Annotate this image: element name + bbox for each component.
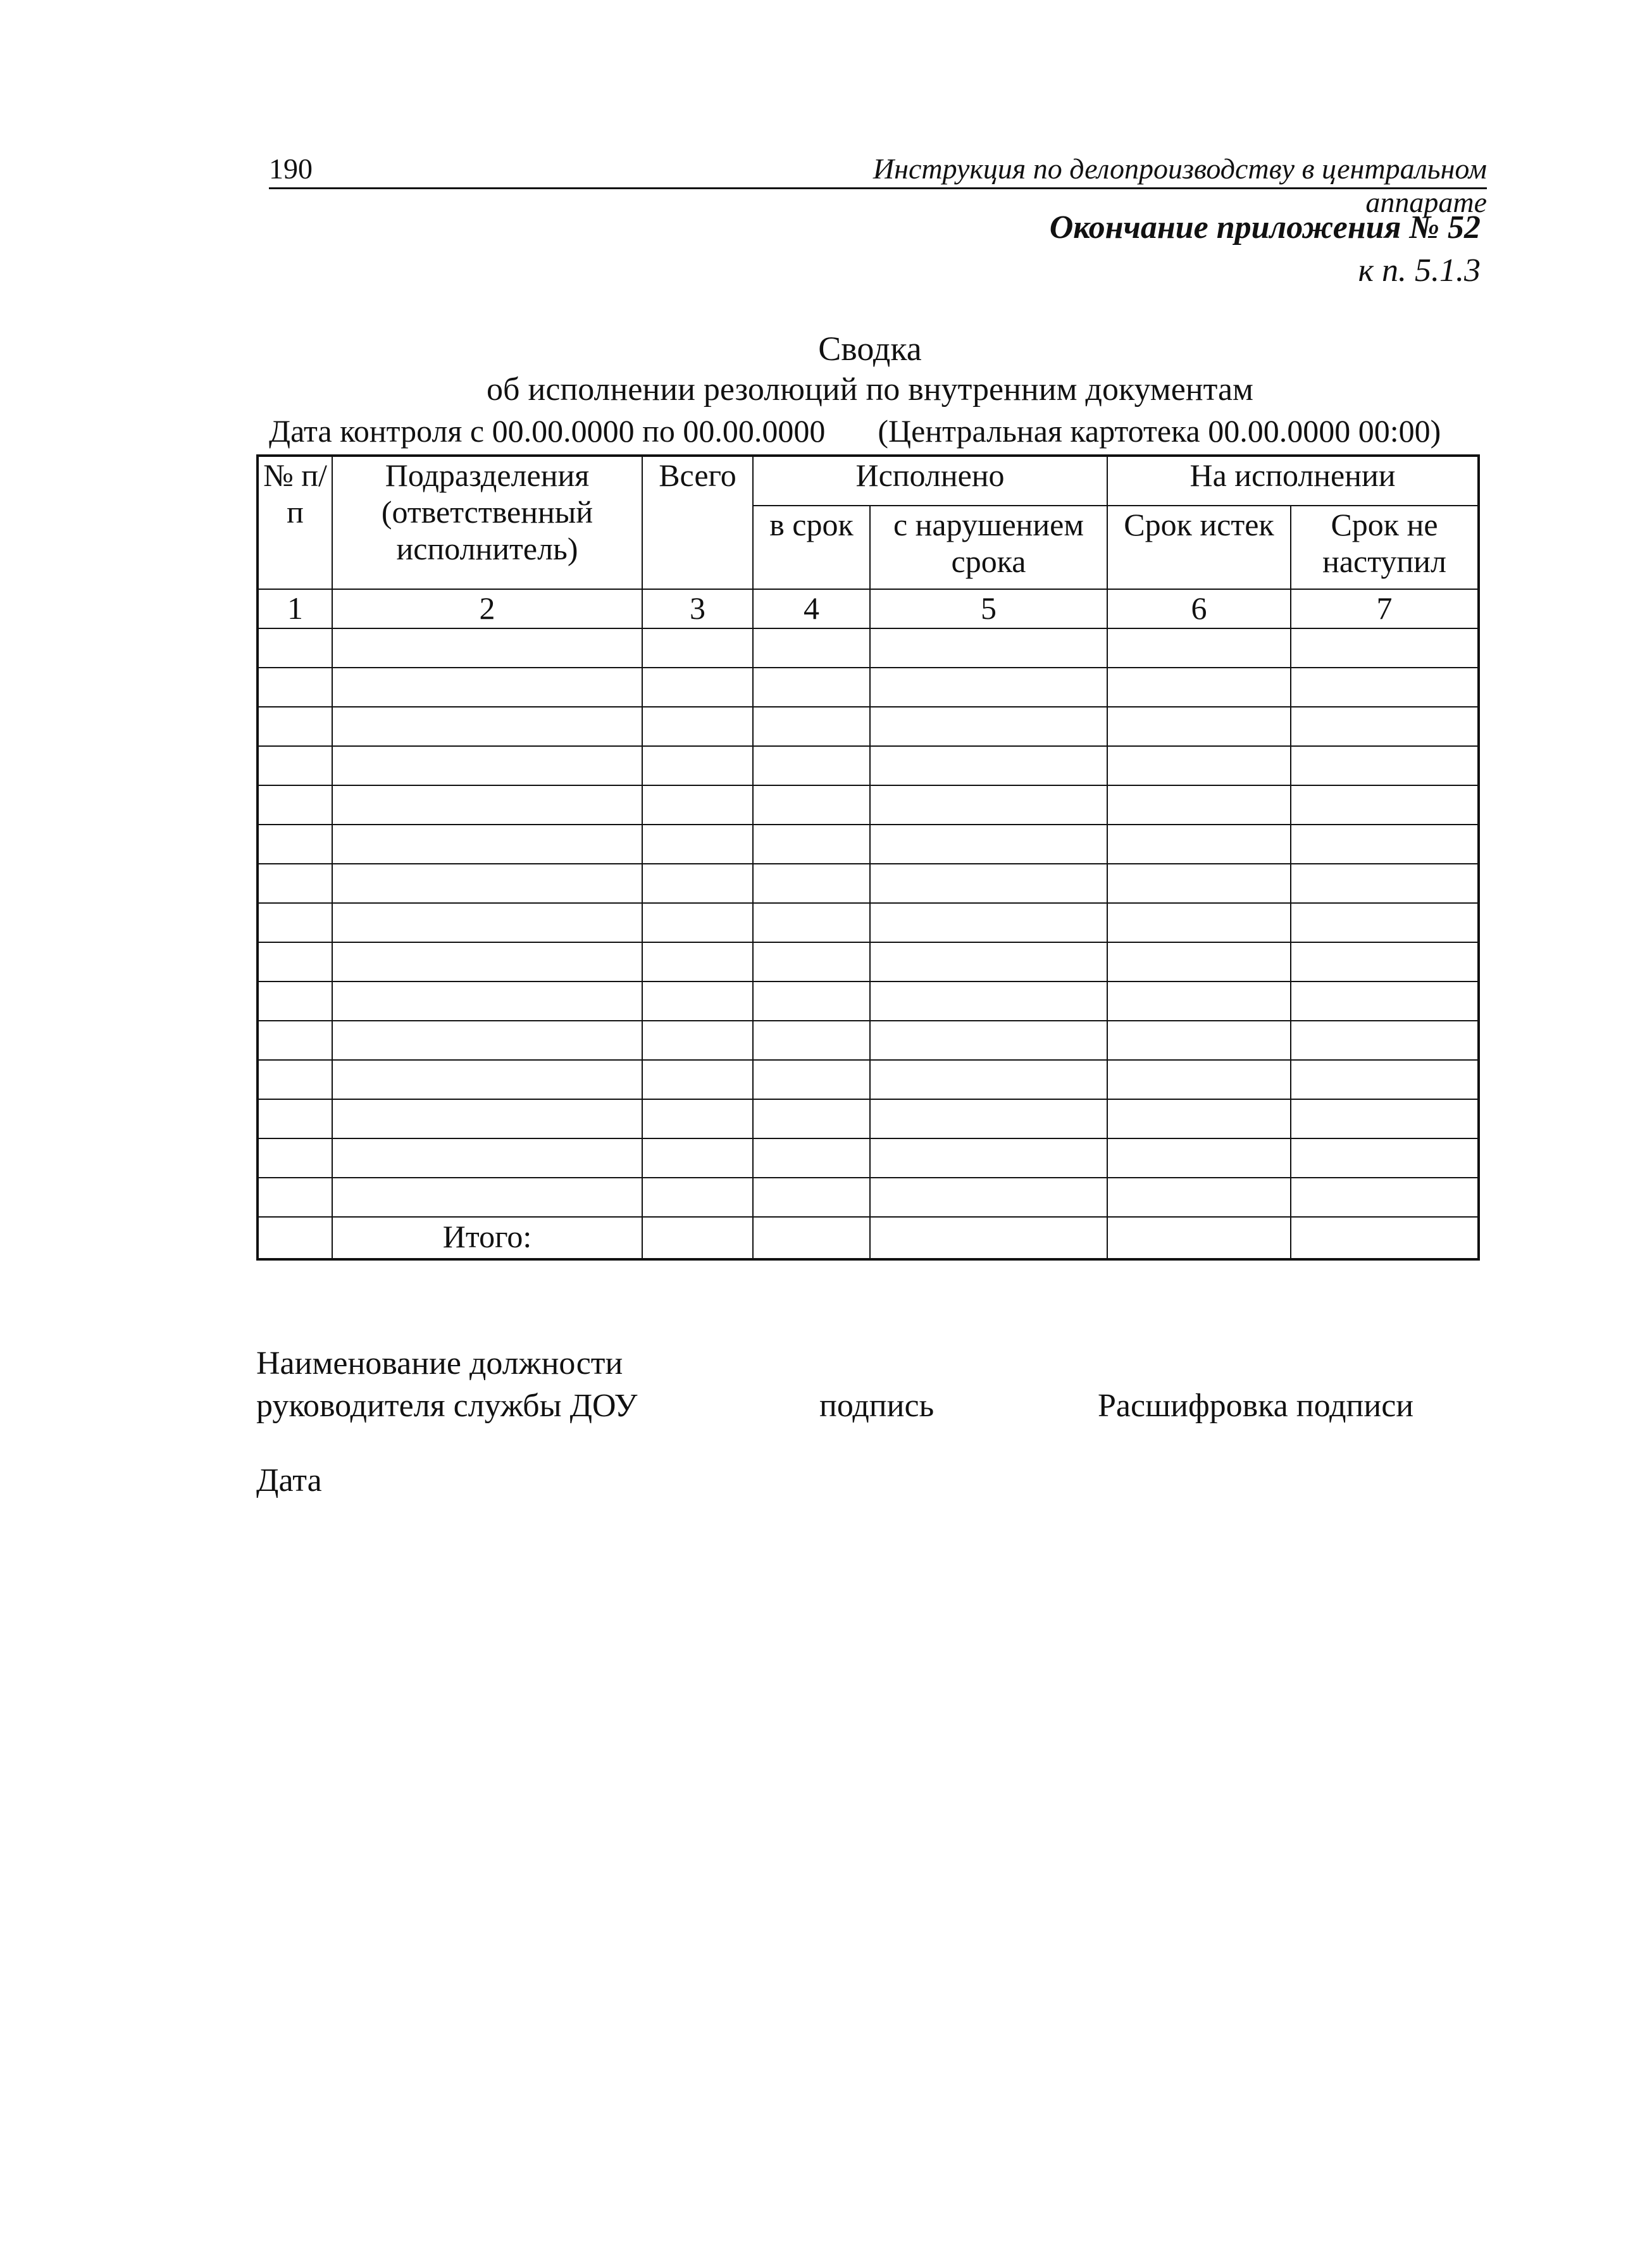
position-title-line-1: Наименование должности [256, 1345, 623, 1381]
table-row [258, 825, 1479, 864]
table-row [258, 707, 1479, 746]
table-cell [258, 1021, 332, 1060]
column-group-done: Исполнено [753, 456, 1107, 506]
table-cell [1107, 982, 1291, 1021]
table-cell [1291, 1099, 1479, 1138]
table-cell [1291, 864, 1479, 903]
table-cell [753, 707, 870, 746]
table-cell [1291, 707, 1479, 746]
table-cell [258, 1217, 332, 1259]
signature-label: подпись [819, 1388, 935, 1424]
table-cell [870, 825, 1107, 864]
table-cell [870, 628, 1107, 668]
table-cell [1291, 982, 1479, 1021]
column-number: 6 [1107, 589, 1291, 628]
table-cell [1107, 1099, 1291, 1138]
table-cell [642, 668, 753, 707]
running-title: Инструкция по делопроизводству в центральном аппарате [873, 153, 1487, 218]
table-cell [258, 982, 332, 1021]
column-number: 3 [642, 589, 753, 628]
column-number-row [258, 589, 1479, 628]
table-cell [1107, 1021, 1291, 1060]
table-cell [870, 707, 1107, 746]
table-cell [1107, 1060, 1291, 1099]
table-cell [870, 903, 1107, 942]
column-number: 7 [1291, 589, 1479, 628]
column-number: 2 [332, 589, 642, 628]
table-cell [1107, 785, 1291, 825]
table-cell [332, 1099, 642, 1138]
table-cell [258, 1178, 332, 1217]
table-cell [258, 1138, 332, 1178]
table-cell [1107, 746, 1291, 785]
date-label: Дата [256, 1462, 322, 1499]
table-cell [753, 1021, 870, 1060]
table-cell [753, 785, 870, 825]
table-cell [642, 628, 753, 668]
table-cell [1291, 746, 1479, 785]
table-row [258, 864, 1479, 903]
column-header-not-due: Срок не наступил [1291, 506, 1479, 589]
table-cell [1107, 903, 1291, 942]
table-cell [332, 825, 642, 864]
table-cell [642, 982, 753, 1021]
table-cell [332, 903, 642, 942]
table-cell [258, 903, 332, 942]
table-cell [1107, 1178, 1291, 1217]
table-cell [642, 746, 753, 785]
table-row [258, 668, 1479, 707]
column-number: 5 [870, 589, 1107, 628]
table-cell [753, 864, 870, 903]
table-cell [1291, 825, 1479, 864]
table-cell [332, 628, 642, 668]
table-row [258, 746, 1479, 785]
table-cell [870, 1060, 1107, 1099]
total-row [258, 1217, 1479, 1259]
table-cell [870, 1099, 1107, 1138]
table-cell [258, 785, 332, 825]
table-cell [332, 942, 642, 982]
table-cell [870, 942, 1107, 982]
table-row [258, 628, 1479, 668]
table-row [258, 1021, 1479, 1060]
table-cell [332, 746, 642, 785]
table-cell [258, 668, 332, 707]
table-cell [258, 825, 332, 864]
table-cell [642, 1099, 753, 1138]
table-cell [332, 1060, 642, 1099]
column-number: 1 [258, 589, 332, 628]
table-cell [753, 825, 870, 864]
table-cell [332, 707, 642, 746]
report-table [256, 454, 1480, 1261]
table-cell [642, 942, 753, 982]
column-header-expired: Срок истек [1107, 506, 1291, 589]
table-cell [1291, 942, 1479, 982]
page-number: 190 [269, 153, 313, 185]
table-cell [753, 668, 870, 707]
table-cell [258, 864, 332, 903]
table-cell [870, 785, 1107, 825]
table-cell [1107, 864, 1291, 903]
table-cell [258, 1099, 332, 1138]
table-cell [332, 1021, 642, 1060]
table-cell [1107, 942, 1291, 982]
control-date-range: Дата контроля с 00.00.0000 по 00.00.0000 [269, 413, 826, 449]
table-cell [258, 942, 332, 982]
table-row [258, 903, 1479, 942]
table-cell [870, 864, 1107, 903]
signature-decoding-label: Расшифровка подписи [1098, 1388, 1414, 1424]
table-cell [1107, 825, 1291, 864]
appendix-reference: к п. 5.1.3 [1358, 252, 1481, 289]
table-cell [1107, 1138, 1291, 1178]
table-row [258, 1178, 1479, 1217]
table-cell [753, 903, 870, 942]
table-cell [332, 982, 642, 1021]
table-cell [753, 1099, 870, 1138]
header-row-1 [258, 456, 1479, 506]
table-cell [258, 1060, 332, 1099]
table-cell [332, 668, 642, 707]
table-cell [870, 1138, 1107, 1178]
table-cell [1107, 707, 1291, 746]
column-header-violation: с нарушением срока [870, 506, 1107, 589]
table-cell [258, 746, 332, 785]
table-cell [642, 1217, 753, 1259]
total-label: Итого: [332, 1217, 642, 1259]
table-row [258, 1060, 1479, 1099]
column-header-on-time: в срок [753, 506, 870, 589]
control-date-line [269, 413, 1487, 449]
table-row [258, 1099, 1479, 1138]
table-cell [1291, 628, 1479, 668]
table-cell [870, 668, 1107, 707]
table-cell [332, 1178, 642, 1217]
table-cell [642, 1138, 753, 1178]
column-header-number: № п/п [258, 456, 332, 589]
table-cell [870, 1217, 1107, 1259]
table-cell [870, 982, 1107, 1021]
document-title: Сводка [818, 330, 922, 368]
table-cell [642, 1021, 753, 1060]
table-cell [642, 825, 753, 864]
table-cell [1291, 1138, 1479, 1178]
table-cell [332, 864, 642, 903]
table-cell [753, 746, 870, 785]
card-index-date: (Центральная картотека 00.00.0000 00:00) [878, 413, 1441, 449]
table-cell [1291, 1060, 1479, 1099]
position-title-line-2: руководителя службы ДОУ [256, 1388, 638, 1424]
table-row [258, 982, 1479, 1021]
table-cell [642, 1060, 753, 1099]
column-header-total: Всего [642, 456, 753, 589]
table-cell [753, 1060, 870, 1099]
table-cell [258, 707, 332, 746]
table-cell [1291, 1217, 1479, 1259]
table-cell [1291, 903, 1479, 942]
table-cell [870, 1021, 1107, 1060]
table-cell [1107, 628, 1291, 668]
table-cell [642, 707, 753, 746]
appendix-title: Окончание приложения № 52 [1049, 209, 1481, 246]
table-cell [1291, 785, 1479, 825]
table-cell [753, 1178, 870, 1217]
table-cell [1107, 668, 1291, 707]
column-header-division: Подразделения (ответственный исполнитель) [332, 456, 642, 589]
table-cell [642, 1178, 753, 1217]
table-cell [753, 982, 870, 1021]
table-cell [870, 1178, 1107, 1217]
table-row [258, 1138, 1479, 1178]
header-rule [269, 187, 1487, 189]
table-cell [258, 628, 332, 668]
table-cell [753, 942, 870, 982]
column-group-in-progress: На исполнении [1107, 456, 1479, 506]
table-row [258, 785, 1479, 825]
column-number: 4 [753, 589, 870, 628]
table-cell [1291, 1021, 1479, 1060]
table-cell [753, 1138, 870, 1178]
document-subtitle: об исполнении резолюций по внутренним документам [487, 371, 1253, 408]
table-cell [332, 785, 642, 825]
table-row [258, 942, 1479, 982]
table-cell [642, 903, 753, 942]
table-cell [332, 1138, 642, 1178]
table-cell [1291, 668, 1479, 707]
table-cell [1107, 1217, 1291, 1259]
table-cell [870, 746, 1107, 785]
table-cell [642, 785, 753, 825]
table-cell [753, 628, 870, 668]
table-cell [1291, 1178, 1479, 1217]
table-cell [753, 1217, 870, 1259]
table-cell [642, 864, 753, 903]
